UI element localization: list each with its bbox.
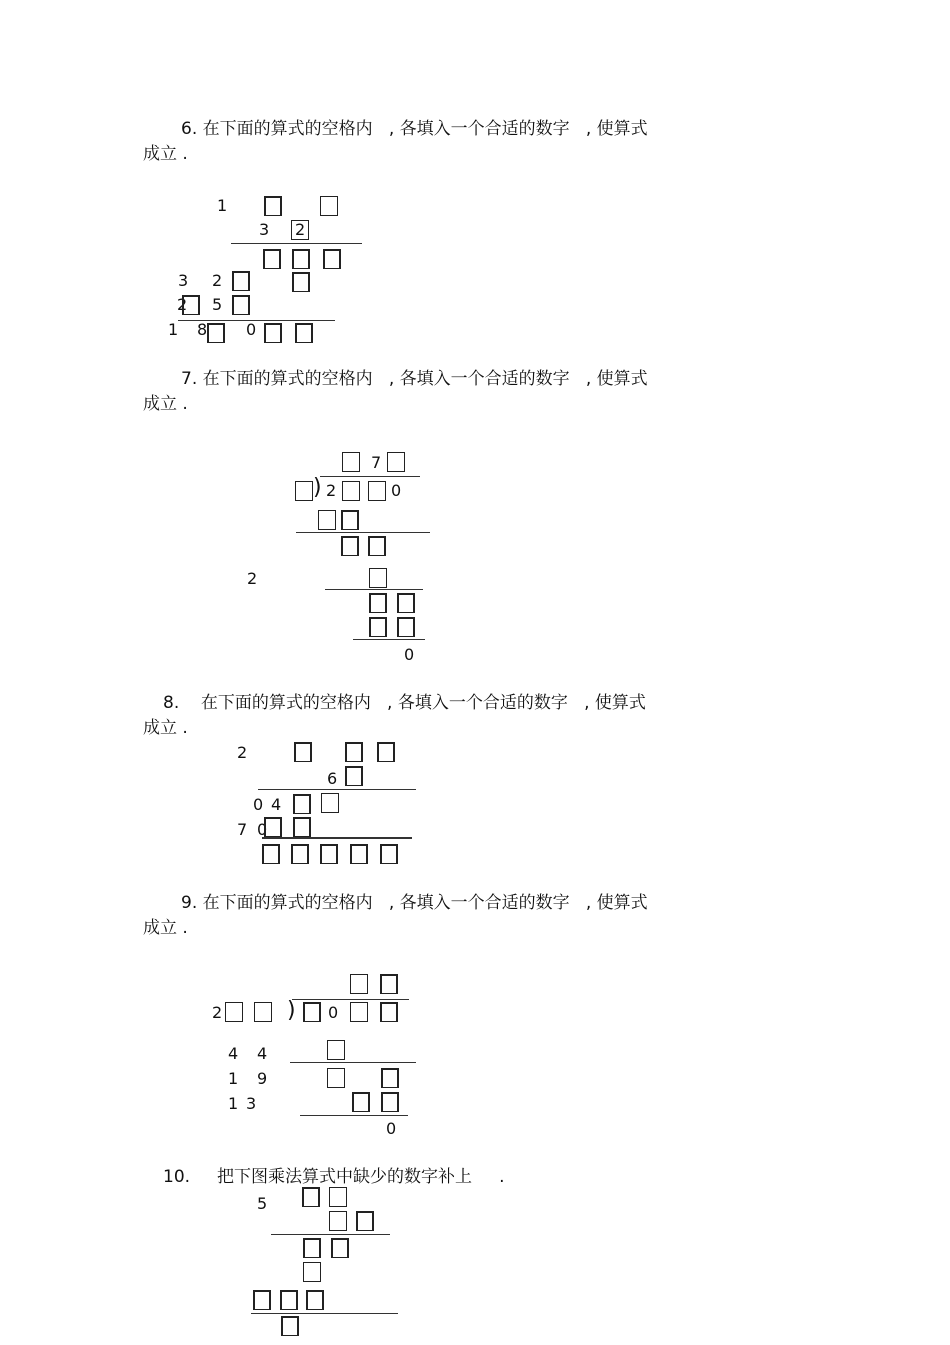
digit: 1: [168, 320, 179, 339]
blank-box[interactable]: [342, 452, 360, 472]
blank-box[interactable]: [369, 617, 387, 637]
digit: 5: [212, 295, 223, 314]
blank-box[interactable]: [291, 844, 309, 864]
digit: 0: [257, 820, 268, 839]
digit: 2: [237, 743, 248, 762]
blank-box[interactable]: [323, 249, 341, 269]
blank-box[interactable]: [331, 1238, 349, 1258]
question-7-text-line2: 成立 .: [143, 394, 188, 414]
digit: 2: [212, 1003, 223, 1022]
digit: 0: [328, 1003, 339, 1022]
blank-box[interactable]: [292, 272, 310, 292]
blank-box[interactable]: [254, 1002, 272, 1022]
blank-box[interactable]: [369, 593, 387, 613]
blank-box[interactable]: [264, 323, 282, 343]
blank-box[interactable]: [377, 742, 395, 762]
division-bracket: ): [313, 475, 322, 500]
blank-box[interactable]: [321, 793, 339, 813]
rule-line: [231, 243, 362, 244]
rule-line: [290, 1062, 416, 1063]
digit: 0: [404, 645, 415, 664]
digit: 1: [228, 1069, 239, 1088]
question-6-text-line1: 6. 在下面的算式的空格内 , 各填入一个合适的数字 , 使算式: [181, 119, 648, 139]
digit: 0: [246, 320, 257, 339]
rule-line: [325, 589, 423, 590]
digit: 9: [257, 1069, 268, 1088]
blank-box[interactable]: [341, 510, 359, 530]
blank-box[interactable]: [263, 249, 281, 269]
blank-box[interactable]: [345, 742, 363, 762]
digit: 2: [212, 271, 223, 290]
blank-box[interactable]: [320, 844, 338, 864]
rule-line: [258, 789, 416, 790]
blank-box[interactable]: [368, 481, 386, 501]
blank-box[interactable]: [397, 593, 415, 613]
digit: 3: [246, 1094, 257, 1113]
blank-box[interactable]: [294, 742, 312, 762]
question-7-text-line1: 7. 在下面的算式的空格内 , 各填入一个合适的数字 , 使算式: [181, 369, 648, 389]
rule-line: [296, 532, 430, 533]
blank-box[interactable]: [380, 974, 398, 994]
digit: 0: [386, 1119, 397, 1138]
blank-box[interactable]: [350, 844, 368, 864]
blank-box[interactable]: [303, 1238, 321, 1258]
question-10-text: 10. 把下图乘法算式中缺少的数字补上 .: [163, 1167, 505, 1187]
blank-box[interactable]: [368, 536, 386, 556]
blank-box[interactable]: [306, 1290, 324, 1310]
digit: 7: [371, 453, 382, 472]
blank-box[interactable]: [350, 974, 368, 994]
blank-box[interactable]: [380, 844, 398, 864]
blank-box[interactable]: [182, 295, 200, 315]
digit: 2: [177, 295, 188, 314]
blank-box[interactable]: [380, 1002, 398, 1022]
blank-box[interactable]: [302, 1187, 320, 1207]
digit: 8: [197, 320, 208, 339]
digit: 4: [257, 1044, 268, 1063]
blank-box[interactable]: [280, 1290, 298, 1310]
digit: 3: [178, 271, 189, 290]
blank-box[interactable]: [342, 481, 360, 501]
blank-box[interactable]: [303, 1002, 321, 1022]
blank-box[interactable]: [225, 1002, 243, 1022]
digit: 0: [253, 795, 264, 814]
rule-line: [271, 1234, 390, 1235]
digit: 0: [391, 481, 402, 500]
digit: 3: [259, 220, 270, 239]
blank-box[interactable]: [295, 323, 313, 343]
question-8-text-line1: 8. 在下面的算式的空格内 , 各填入一个合适的数字 , 使算式: [163, 693, 646, 713]
blank-box[interactable]: [295, 481, 313, 501]
blank-box[interactable]: [262, 844, 280, 864]
digit: 6: [327, 769, 338, 788]
blank-box[interactable]: [293, 817, 311, 837]
digit: 1: [228, 1094, 239, 1113]
digit: 4: [228, 1044, 239, 1063]
digit: 2: [295, 220, 306, 239]
blank-box[interactable]: [381, 1068, 399, 1088]
rule-line: [251, 1313, 398, 1314]
rule-line: [353, 639, 425, 640]
blank-box[interactable]: [318, 510, 336, 530]
question-9-text-line1: 9. 在下面的算式的空格内 , 各填入一个合适的数字 , 使算式: [181, 893, 648, 913]
question-8-text-line2: 成立 .: [143, 718, 188, 738]
blank-box[interactable]: [341, 536, 359, 556]
blank-box[interactable]: [292, 249, 310, 269]
blank-box[interactable]: [293, 794, 311, 814]
digit: 1: [217, 196, 228, 215]
digit: 7: [237, 820, 248, 839]
blank-box[interactable]: [232, 295, 250, 315]
blank-box[interactable]: [329, 1211, 347, 1231]
blank-box[interactable]: [381, 1092, 399, 1112]
blank-box[interactable]: [369, 568, 387, 588]
blank-box[interactable]: [345, 766, 363, 786]
blank-box[interactable]: [232, 271, 250, 291]
digit: 5: [257, 1194, 268, 1213]
blank-box[interactable]: [281, 1316, 299, 1336]
question-6-text-line2: 成立 .: [143, 144, 188, 164]
division-bar: [320, 476, 420, 477]
blank-box[interactable]: [253, 1290, 271, 1310]
blank-box[interactable]: [207, 323, 225, 343]
division-bar: [292, 999, 409, 1000]
blank-box[interactable]: [397, 617, 415, 637]
digit: 2: [326, 481, 337, 500]
division-bracket: ): [287, 998, 296, 1023]
question-9-text-line2: 成立 .: [143, 918, 188, 938]
rule-line: [262, 837, 412, 839]
rule-line: [300, 1115, 408, 1116]
blank-box[interactable]: [356, 1211, 374, 1231]
blank-box[interactable]: [350, 1002, 368, 1022]
blank-box[interactable]: [327, 1068, 345, 1088]
digit: 4: [271, 795, 282, 814]
blank-box[interactable]: [387, 452, 405, 472]
digit: 2: [247, 569, 258, 588]
blank-box[interactable]: [352, 1092, 370, 1112]
blank-box[interactable]: [329, 1187, 347, 1207]
blank-box[interactable]: [264, 196, 282, 216]
blank-box[interactable]: [327, 1040, 345, 1060]
blank-box[interactable]: [264, 817, 282, 837]
blank-box[interactable]: [320, 196, 338, 216]
blank-box[interactable]: [303, 1262, 321, 1282]
